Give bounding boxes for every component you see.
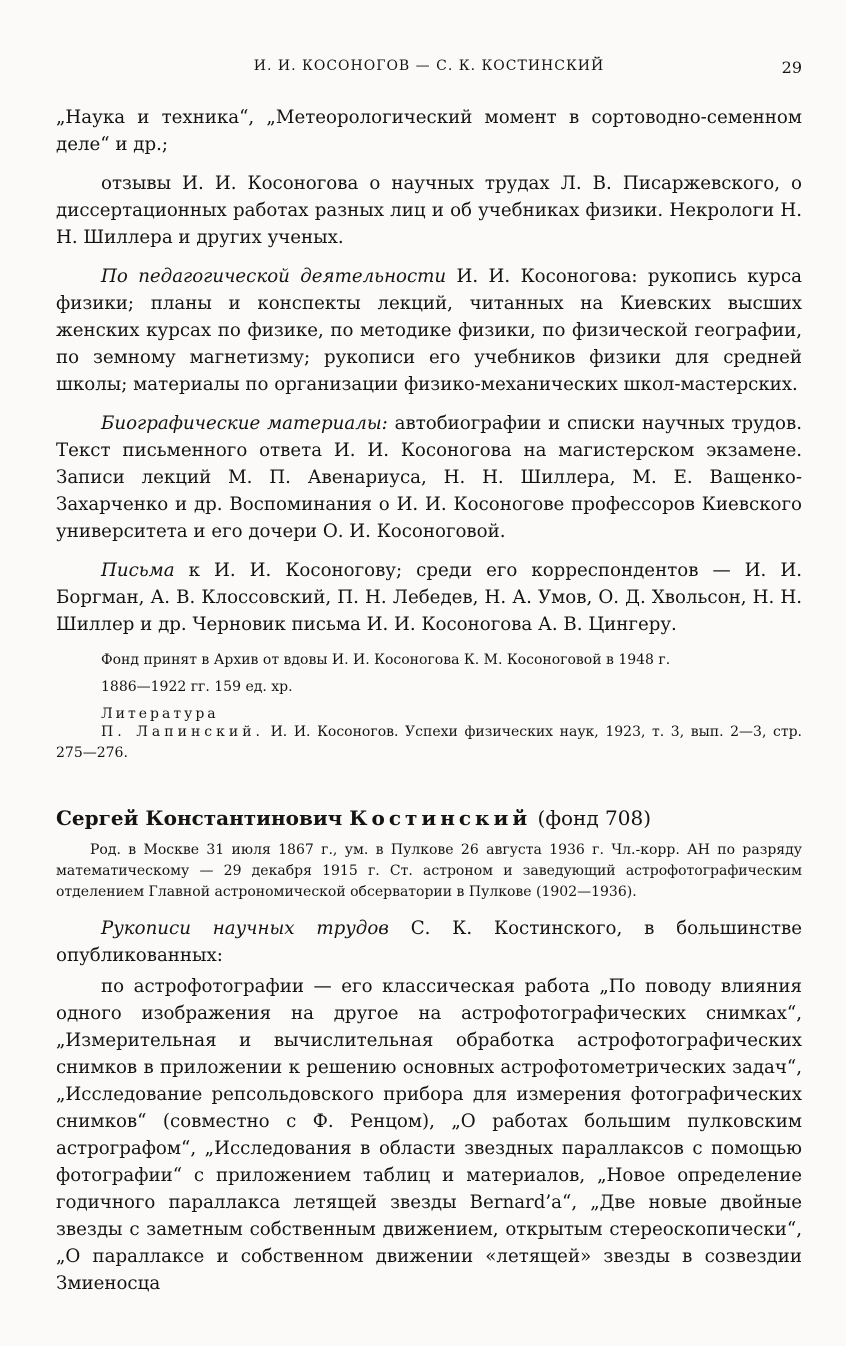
pedagogy-heading: По педагогической деятельности (101, 266, 447, 287)
literature-author: П. Лапинский. (101, 724, 264, 740)
running-header (56, 58, 802, 80)
letters-text: к И. И. Косоногову; среди его корреспондентов — И. И. Боргман, А. В. Клоссовский, П. Н. Лебедев, Н. А. Умов, О. Д. Хвольсон, Н. Н. Шиллер и др. Черновик письма И. И. Косоногова А. В. Цингеру. (56, 560, 802, 635)
manuscripts-text: С. К. Костинского, в большинстве опубликованных: (56, 918, 802, 966)
section-fund: (фонд 708) (531, 806, 652, 830)
letters-heading: Письма (101, 560, 175, 581)
section-name: Сергей Константинович (56, 806, 343, 830)
biography-heading: Биографические материалы: (101, 413, 388, 434)
fund-extent: 1886—1922 гг. 159 ед. хр. (101, 679, 293, 695)
section-surname: Костинский (349, 806, 532, 830)
text-flow (56, 104, 802, 1297)
literature-entry (56, 722, 802, 764)
biography-note: Род. в Москве 31 июля 1867 г., ум. в Пулкове 26 августа 1936 г. Чл.-корр. АН по разряду математическому — 29 декабря 1915 г. Ст. астроном и заведующий астрофотографическим отделением Главной астрономической обсерватории в Пулкове (1902—1936). (56, 842, 802, 900)
paragraph-astrophotography: по астрофотографии — его классическая работа „По поводу влияния одного изображения на другое на астрофотографических снимках“, „Измерительная и вычислительная обработка астрофотографических снимков в приложении к решению основных астрофотометрических задач“, „Исследование репсольдовского прибора для измерения фотографических снимков“ (совместно с Ф. Ренцом), „О работах большим пулковским астрографом“, „Исследования в области звездных параллаксов с помощью фотографии“ с приложением таблиц и материалов, „Новое определение годичного параллакса летящей звезды Bernard’a“, „Две новые двойные звезды с заметным собственным движением, открытым стереоскопически“, „О параллаксе и собственном движении «летящей» звезды в созвездии Змиеносца (56, 976, 802, 1294)
section-heading (56, 804, 802, 832)
literature-label: Литература (101, 706, 219, 722)
fund-note: Фонд принят в Архив от вдовы И. И. Косоногова К. М. Косоноговой в 1948 г. (101, 652, 671, 668)
paragraph-manuscripts (56, 915, 802, 969)
running-title: И. И. КОСОНОГОВ — С. К. КОСТИНСКИЙ (253, 58, 605, 74)
pedagogy-text: И. И. Косоногова: рукопись курса физики; планы и конспекты лекций, читанных на Киевских высших женских курсах по физике, по методике физики, по физической географии, по земному магнетизму; рукописи его учебников физики для средней школы; материалы по организации физико-механических школ-мастерских. (56, 266, 802, 395)
paragraph-pedagogy (56, 263, 802, 398)
literature-text: И. И. Косоногов. Успехи физических наук, 1923, т. 3, вып. 2—3, стр. 275—276. (56, 724, 802, 761)
paragraph-letters (56, 557, 802, 638)
manuscripts-heading: Рукописи научных трудов (101, 918, 389, 939)
page-number: 29 (781, 58, 802, 77)
paragraph-biography (56, 410, 802, 545)
paragraph-1: „Наука и техника“, „Метеорологический момент в сортоводно-семенном деле“ и др.; (56, 107, 802, 155)
paragraph-2: отзывы И. И. Косоногова о научных трудах Л. В. Писаржевского, о диссертационных работах разных лиц и об учебниках физики. Некрологи Н. Н. Шиллера и других ученых. (56, 173, 802, 248)
biography-text: автобиографии и списки научных трудов. Текст письменного ответа И. И. Косоногова на магистерском экзамене. Записи лекций М. П. Авенариуса, Н. Н. Шиллера, М. Е. Ващенко-Захарченко и др. Воспоминания о И. И. Косоногове профессоров Киевского университета и его дочери О. И. Косоноговой. (56, 413, 802, 542)
